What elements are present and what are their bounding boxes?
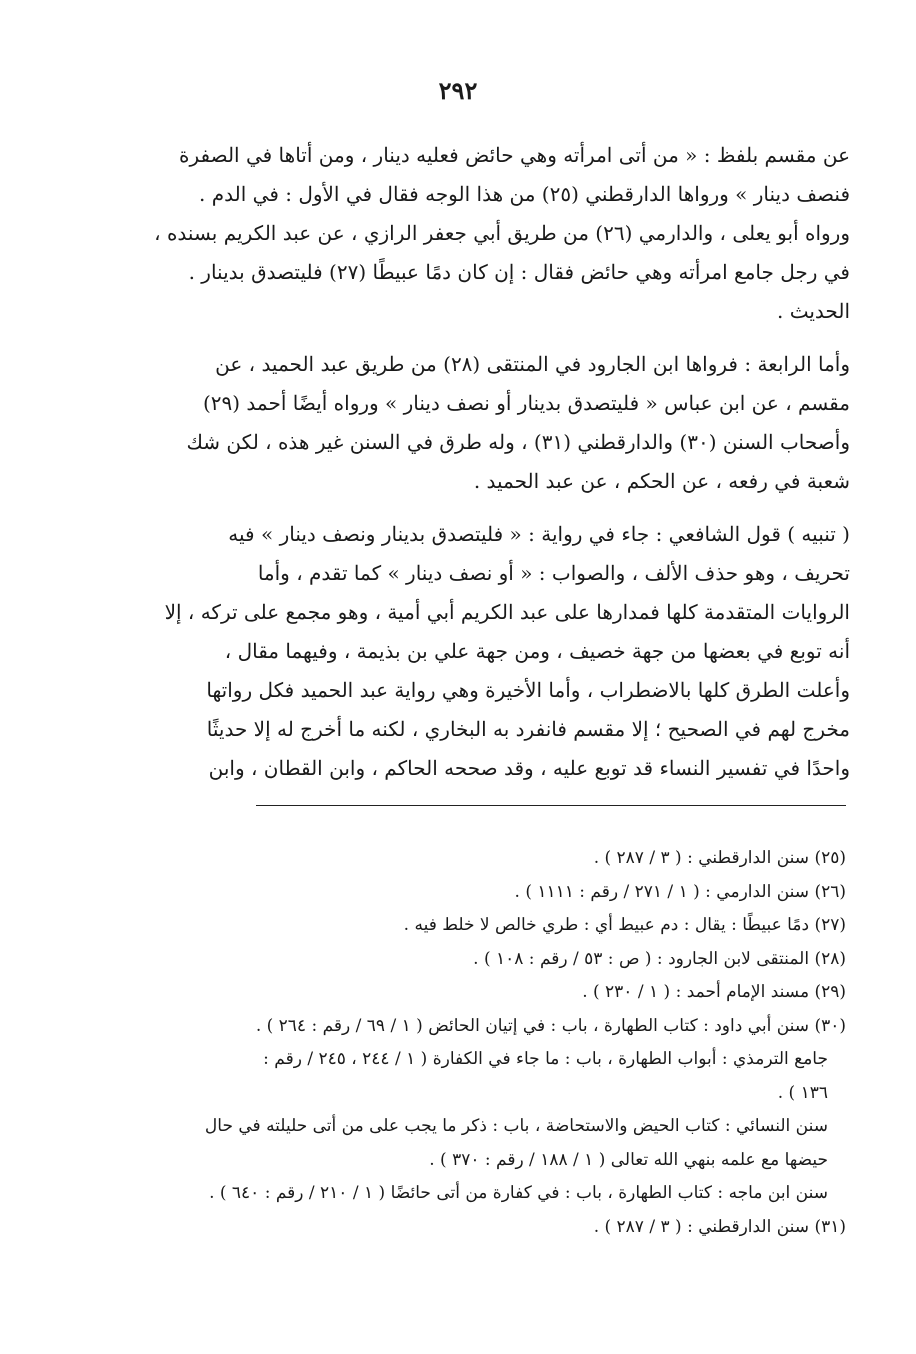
text-line: وأما الرابعة : فرواها ابن الجارود في المنتقى (٢٨) من طريق عبد الحميد ، عن: [215, 352, 850, 376]
paragraph: [70, 515, 850, 788]
footnote: (٢٦) سنن الدارمي : ( ١ / ٢٧١ / رقم : ١١١١ ) .: [514, 881, 846, 902]
text-line: شعبة في رفعه ، عن الحكم ، عن عبد الحميد .: [473, 469, 850, 493]
text-line: وأعلت الطرق كلها بالاضطراب ، وأما الأخيرة وهي رواية عبد الحميد فكل رواتها: [206, 678, 850, 702]
paragraph: [70, 136, 850, 331]
text-line: أنه توبع في بعضها من جهة خصيف ، ومن جهة علي بن بذيمة ، وفيهما مقال ،: [224, 639, 850, 663]
footnotes: [86, 842, 846, 1244]
footnote: (٢٩) مسند الإمام أحمد : ( ١ / ٢٣٠ ) .: [582, 982, 846, 1002]
text-line: الروايات المتقدمة كلها فمدارها على عبد الكريم أبي أمية ، وهو مجمع على تركه ، إلا: [164, 600, 850, 624]
footnote: ١٣٦ ) .: [777, 1082, 828, 1103]
footnote: (٣١) سنن الدارقطني : ( ٣ / ٢٨٧ ) .: [593, 1216, 846, 1237]
text-line: تحريف ، وهو حذف الألف ، والصواب : « أو نصف دينار » كما تقدم ، وأما: [257, 561, 850, 585]
footnote: جامع الترمذي : أبواب الطهارة ، باب : ما جاء في الكفارة ( ١ / ٢٤٤ ، ٢٤٥ / رقم :: [263, 1049, 828, 1069]
text-line: فنصف دينار » ورواها الدارقطني (٢٥) من هذا الوجه فقال في الأول : في الدم .: [199, 182, 850, 206]
footnote: حيضها مع علمه بنهي الله تعالى ( ١ / ١٨٨ / رقم : ٣٧٠ ) .: [429, 1149, 828, 1170]
footnote: (٢٥) سنن الدارقطني : ( ٣ / ٢٨٧ ) .: [593, 848, 846, 868]
text-line: مقسم ، عن ابن عباس « فليتصدق بدينار أو نصف دينار » ورواه أيضًا أحمد (٢٩): [202, 391, 850, 415]
text-line: وأصحاب السنن (٣٠) والدارقطني (٣١) ، وله طرق في السنن غير هذه ، لكن شك: [186, 430, 850, 454]
paragraph: [70, 345, 850, 501]
footnote: سنن النسائي : كتاب الحيض والاستحاضة ، باب : ذكر ما يجب على من أتى حليلته في حال: [204, 1116, 828, 1136]
footnote-divider: [256, 805, 846, 806]
text-line: واحدًا في تفسير النساء قد توبع عليه ، وقد صححه الحاكم ، وابن القطان ، وابن: [208, 756, 850, 780]
text-line: في رجل جامع امرأته وهي حائض فقال : إن كان دمًا عبيطًا (٢٧) فليتصدق بدينار .: [188, 260, 850, 284]
footnote: سنن ابن ماجه : كتاب الطهارة ، باب : في كفارة من أتى حائضًا ( ١ / ٢١٠ / رقم : ٦٤٠ ) .: [209, 1183, 828, 1203]
footnote: (٢٧) دمًا عبيطًا : يقال : دم عبيط أي : طري خالص لا خلط فيه .: [403, 915, 846, 935]
text-line: الحديث .: [777, 299, 850, 323]
text-line: عن مقسم بلفظ : « من أتى امرأته وهي حائض فعليه دينار ، ومن أتاها في الصفرة: [178, 143, 850, 167]
text-line: ( تنبيه ) قول الشافعي : جاء في رواية : « فليتصدق بدينار ونصف دينار » فيه: [228, 522, 850, 546]
text-line: ورواه أبو يعلى ، والدارمي (٢٦) من طريق أبي جعفر الرازي ، عن عبد الكريم بسنده ،: [154, 221, 850, 245]
text-line: مخرج لهم في الصحيح ؛ إلا مقسم فانفرد به البخاري ، لكنه ما أخرج له إلا حديثًا: [206, 717, 850, 741]
main-text: [70, 136, 850, 788]
page-number: ٢٩٢: [438, 76, 478, 105]
footnote: (٢٨) المنتقى لابن الجارود : ( ص : ٥٣ / رقم : ١٠٨ ) .: [473, 948, 846, 969]
footnote: (٣٠) سنن أبي داود : كتاب الطهارة ، باب : في إتيان الحائض ( ١ / ٦٩ / رقم : ٢٦٤ ) .: [255, 1015, 846, 1036]
